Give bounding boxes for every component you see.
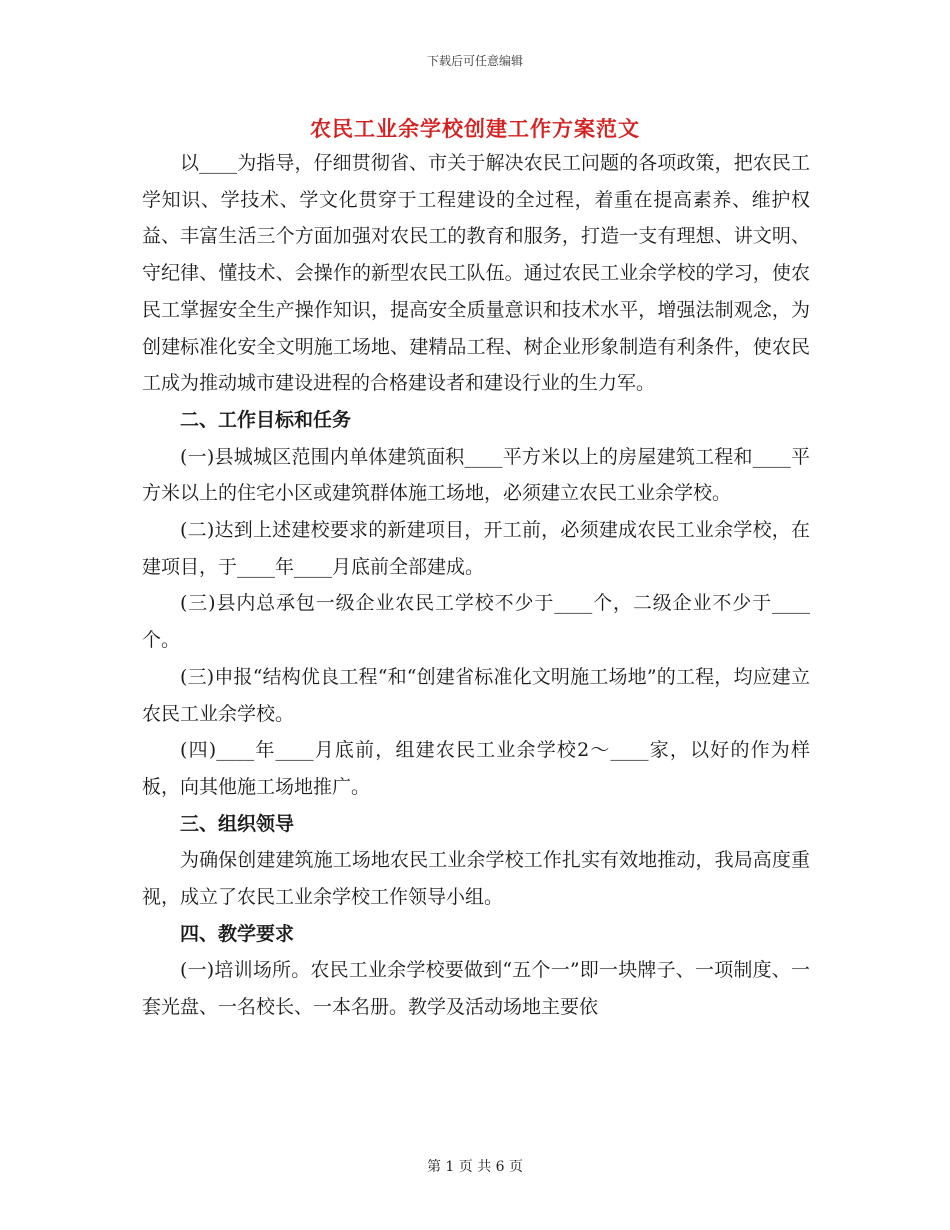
goal-item-3: (三)县内总承包一级企业农民工学校不少于____个，二级企业不少于____个。 <box>142 592 810 652</box>
goal-item-3b: (三)申报“结构优良工程“和“创建省标准化文明施工场地”的工程，均应建立农民工业余学校。 <box>142 665 810 725</box>
goal-item-2: (二)达到上述建校要求的新建项目，开工前，必须建成农民工业余学校，在建项目，于____年____月底前全部建成。 <box>142 519 810 578</box>
goal-item-1: (一)县城城区范围内单体建筑面积____平方米以上的房屋建筑工程和____平方米以上的住宅小区或建筑群体施工场地，必须建立农民工业余学校。 <box>142 445 810 505</box>
goal-item-4: (四)____年____月底前，组建农民工业余学校2～____家，以好的作为样板，向其他施工场地推广。 <box>142 739 810 798</box>
section-heading-teaching: 四、教学要求 <box>180 922 295 945</box>
intro-paragraph: 以____为指导，仔细贯彻省、市关于解决农民工问题的各项政策，把农民工学知识、学技术、学文化贯穿于工程建设的全过程，着重在提高素养、维护权益、丰富生活三个方面加强对农民工的教育和服务，打造一支有理想、讲文明、守纪律、懂技术、会操作的新型农民工队伍。通过农民工业余学校的学习，使农民工掌握安全生产操作知识，提高安全质量意识和技术水平，增强法制观念，为创建标准化安全文明施工场地、建精品工程、树企业形象制造有利条件，使农民工成为推动城市建设进程的合格建设者和建设行业的生力军。 <box>142 152 810 395</box>
document-body <box>142 145 810 1026</box>
document-title: 农民工业余学校创建工作方案范文 <box>310 116 640 141</box>
header-note: 下载后可任意编辑 <box>426 54 523 68</box>
section-heading-goals: 二、工作目标和任务 <box>180 408 352 431</box>
page-footer: 第 1 页 共 6 页 <box>426 1159 524 1175</box>
teaching-item-1: (一)培训场所。农民工业余学校要做到“五个一”即一块牌子、一项制度、一套光盘、一名校长、一本名册。教学及活动场地主要依 <box>142 959 810 1019</box>
leadership-paragraph: 为确保创建建筑施工场地农民工业余学校工作扎实有效地推动，我局高度重视，成立了农民工业余学校工作领导小组。 <box>142 849 810 909</box>
section-heading-leadership: 三、组织领导 <box>180 812 295 835</box>
